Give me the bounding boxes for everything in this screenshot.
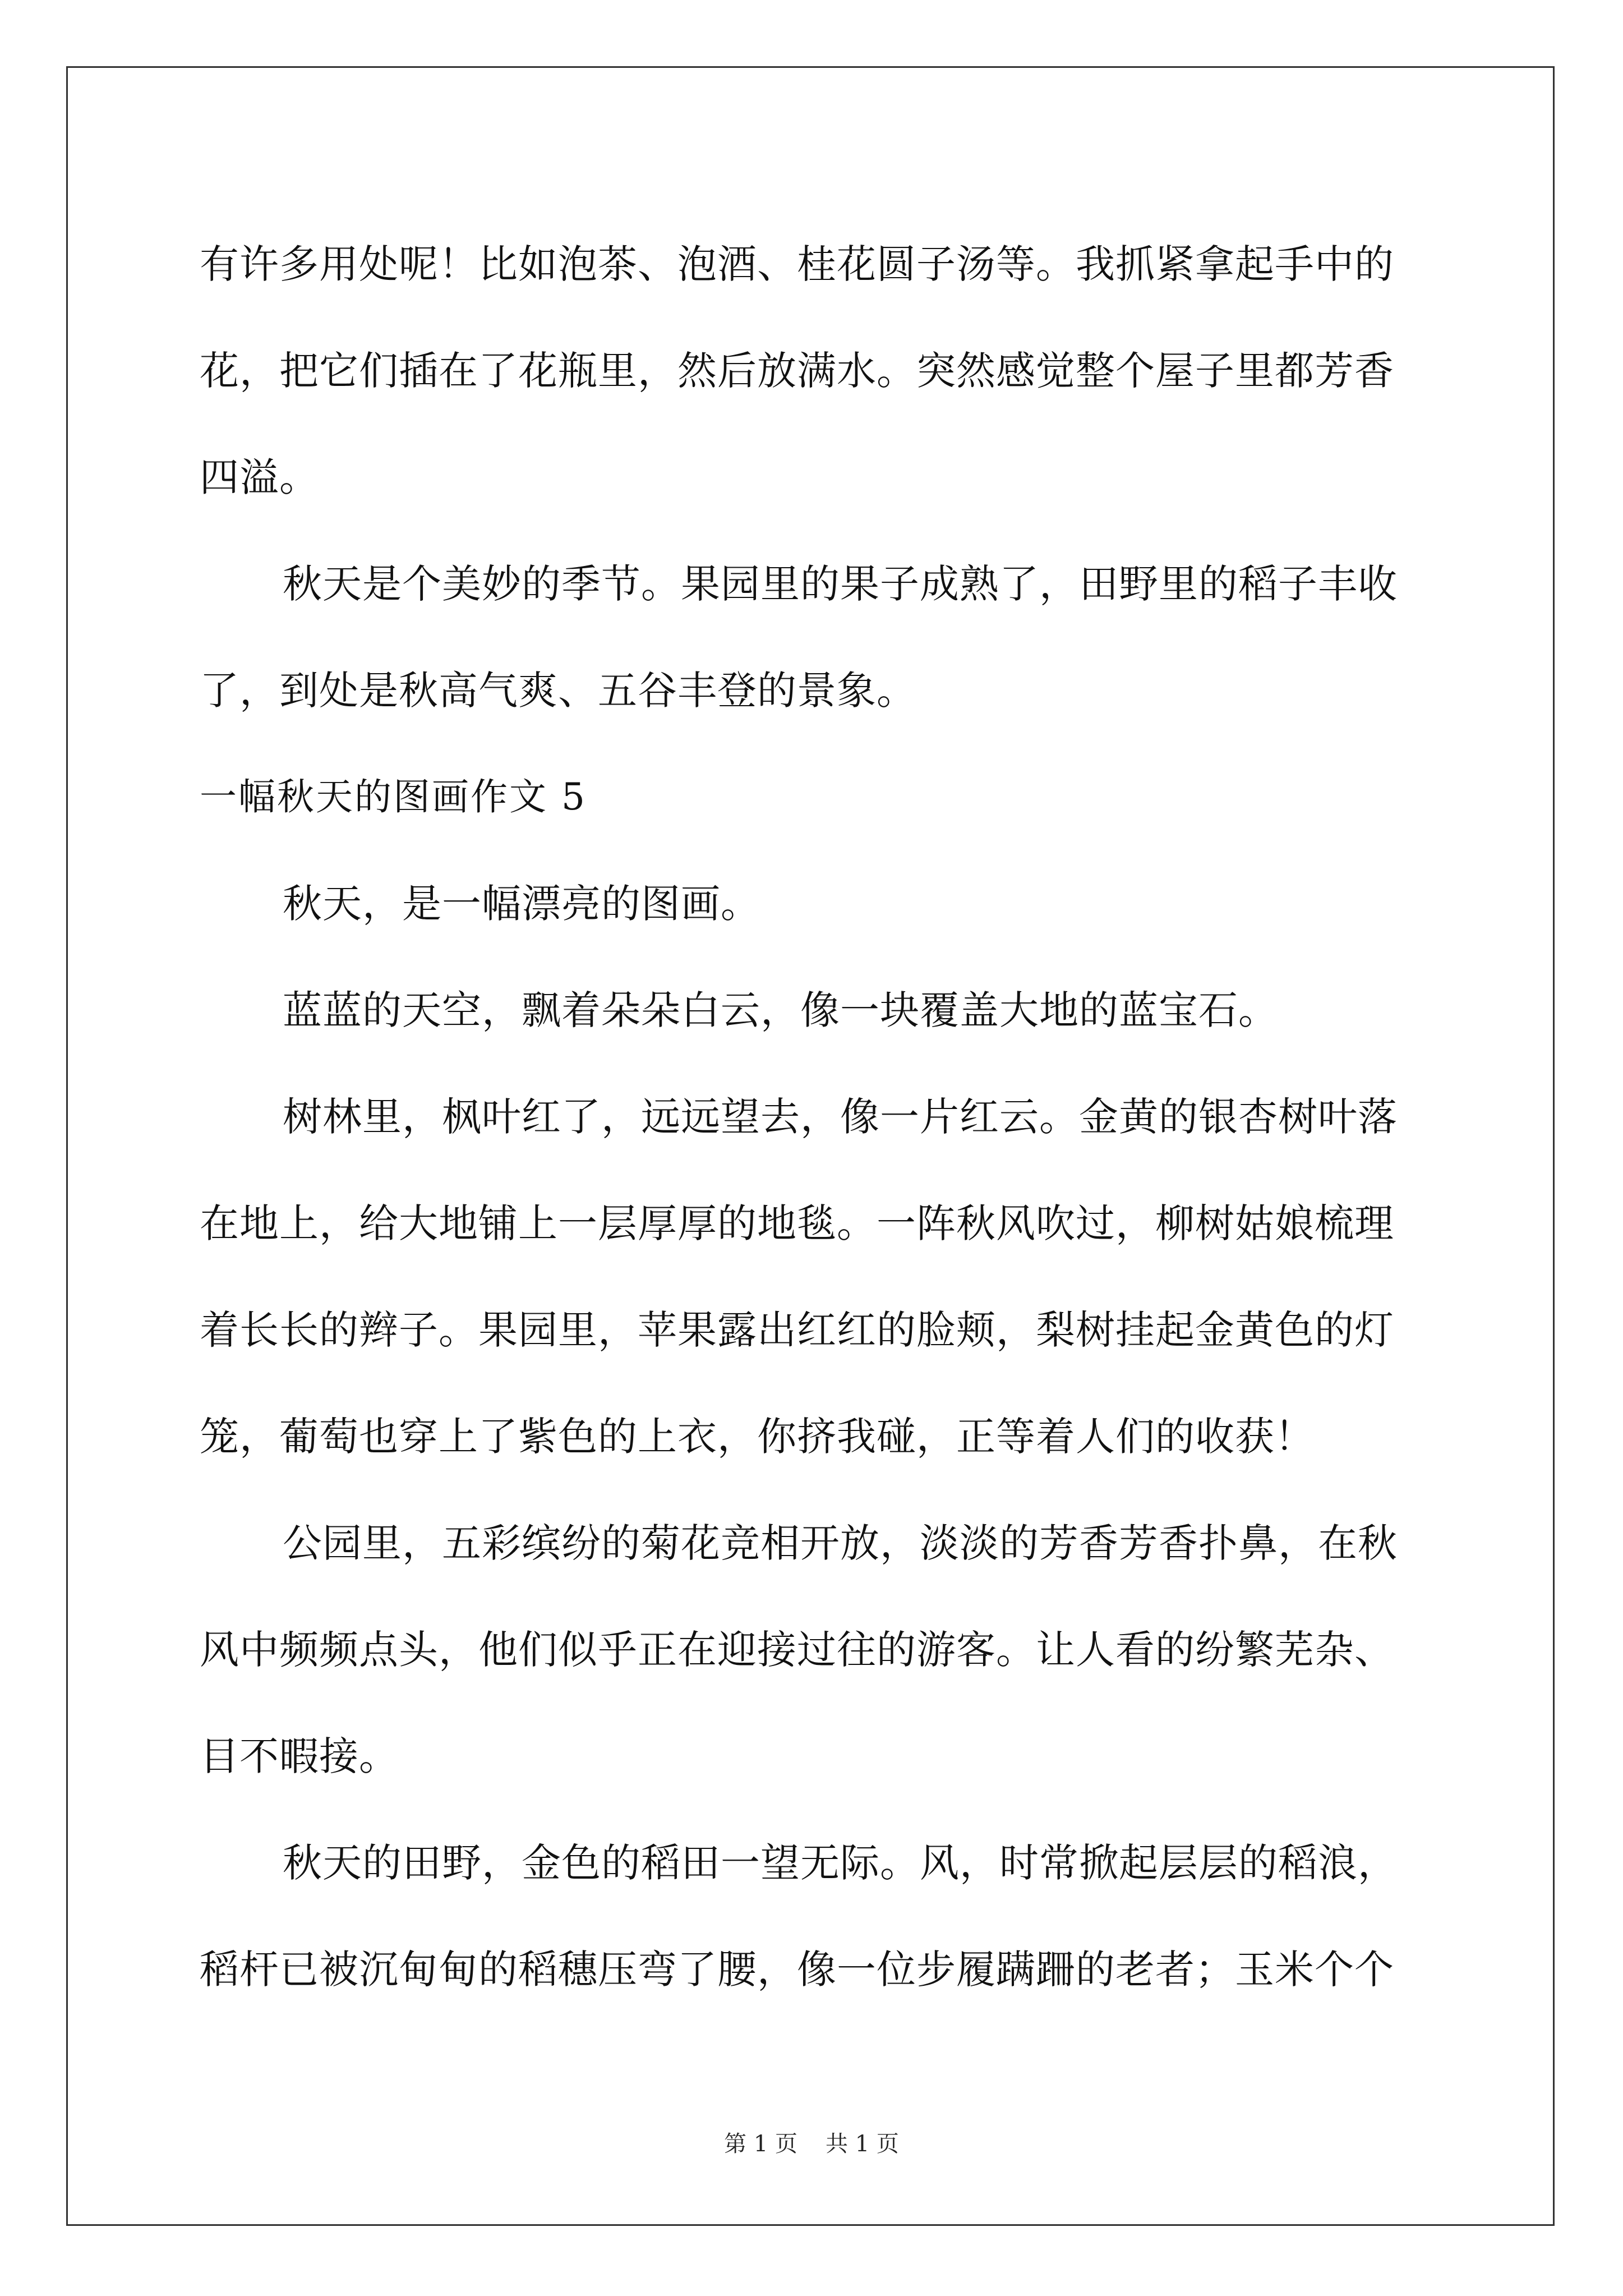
section-heading: 一幅秋天的图画作文 5	[200, 775, 587, 818]
text-line: 风中频频点头，他们似乎正在迎接过往的游客。让人看的纷繁芜杂、	[200, 1627, 1394, 1673]
document-body	[200, 211, 1428, 2023]
paragraph-start-line: 秋天，是一幅漂亮的图画。	[283, 881, 760, 927]
text-line: 在地上，给大地铺上一层厚厚的地毯。一阵秋风吹过，柳树姑娘梳理	[200, 1200, 1394, 1246]
text-line: 花，把它们插在了花瓶里，然后放满水。突然感觉整个屋子里都芳香	[200, 348, 1394, 394]
paragraph-start-line: 公园里，五彩缤纷的菊花竞相开放，淡淡的芳香芳香扑鼻，在秋	[283, 1520, 1398, 1566]
text-line: 有许多用处呢！比如泡茶、泡酒、桂花圆子汤等。我抓紧拿起手中的	[200, 241, 1394, 287]
text-line: 笼，葡萄也穿上了紫色的上衣，你挤我碰，正等着人们的收获！	[200, 1414, 1315, 1460]
paragraph-start-line: 秋天的田野，金色的稻田一望无际。风，时常掀起层层的稻浪，	[283, 1840, 1398, 1886]
text-line: 稻杆已被沉甸甸的稻穗压弯了腰，像一位步履蹒跚的老者；玉米个个	[200, 1947, 1394, 1993]
page-footer	[0, 2126, 1623, 2158]
page-total: 共 1 页	[826, 2131, 899, 2157]
paragraph-start-line: 蓝蓝的天空，飘着朵朵白云，像一块覆盖大地的蓝宝石。	[283, 987, 1278, 1033]
text-line: 目不暇接。	[200, 1733, 399, 1779]
text-line: 了，到处是秋高气爽、五谷丰登的景象。	[200, 668, 916, 714]
page-number: 第 1 页	[724, 2131, 797, 2157]
text-line: 四溢。	[200, 454, 319, 500]
paragraph-start-line: 秋天是个美妙的季节。果园里的果子成熟了，田野里的稻子丰收	[283, 561, 1398, 607]
text-line: 着长长的辫子。果园里，苹果露出红红的脸颊，梨树挂起金黄色的灯	[200, 1307, 1394, 1353]
paragraph-start-line: 树林里，枫叶红了，远远望去，像一片红云。金黄的银杏树叶落	[283, 1094, 1398, 1140]
